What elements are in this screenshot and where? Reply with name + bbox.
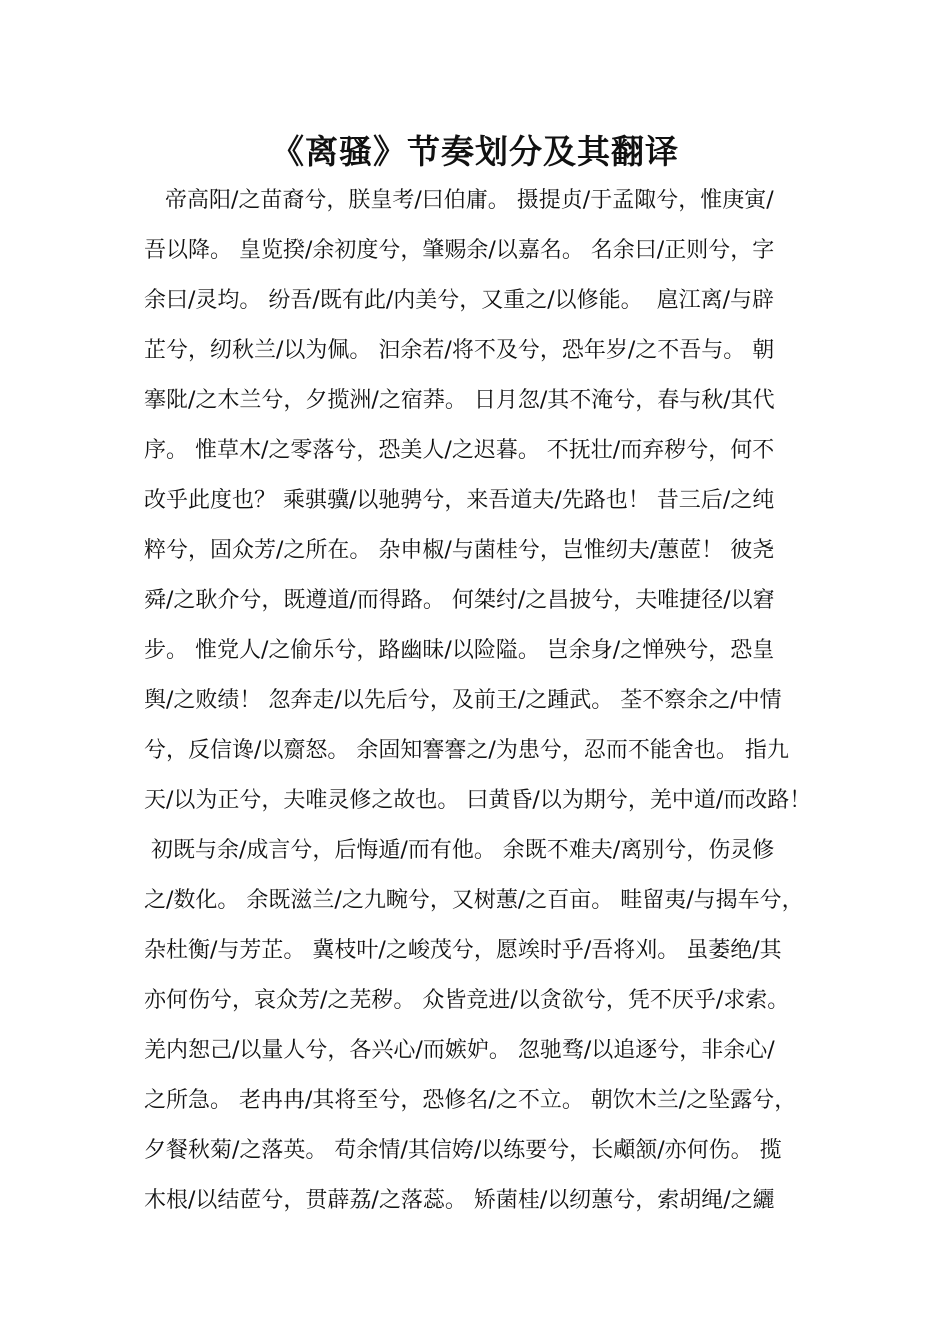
body-line: 羌内恕己/以量人兮，各兴心/而嫉妒。 忽驰骛/以追逐兮，非余心/ bbox=[144, 1038, 775, 1063]
document-title: 《离骚》节奏划分及其翻译 bbox=[271, 132, 679, 171]
body-line: 之/数化。 余既滋兰/之九畹兮，又树蕙/之百亩。 畦留夷/与揭车兮， bbox=[144, 888, 804, 913]
body-line: 之所急。 老冉冉/其将至兮，恐修名/之不立。 朝饮木兰/之坠露兮， bbox=[144, 1088, 797, 1113]
body-line: 舜/之耿介兮，既遵道/而得路。 何桀纣/之昌披兮，夫唯捷径/以窘 bbox=[144, 588, 775, 613]
body-line: 亦何伤兮，哀众芳/之芜秽。 众皆竞进/以贪欲兮，凭不厌乎/求索。 bbox=[144, 988, 790, 1013]
body-line: 芷兮，纫秋兰/以为佩。 汩余若/将不及兮，恐年岁/之不吾与。 朝 bbox=[144, 338, 775, 363]
body-line: 改乎此度也？ 乘骐骥/以驰骋兮，来吾道夫/先路也！ 昔三后/之纯 bbox=[144, 488, 775, 513]
body-line: 夕餐秋菊/之落英。 苟余情/其信姱/以练要兮，长顑颔/亦何伤。 揽 bbox=[144, 1138, 782, 1163]
body-line: 粹兮，固众芳/之所在。 杂申椒/与菌桂兮，岂惟纫夫/蕙茝！ 彼尧 bbox=[144, 538, 775, 563]
body-line: 舆/之败绩！ 忽奔走/以先后兮，及前王/之踵武。 荃不察余之/中情 bbox=[144, 688, 782, 713]
body-line: 吾以降。 皇览揆/余初度兮，肇赐余/以嘉名。 名余曰/正则兮，字 bbox=[144, 238, 775, 263]
body-line: 序。 惟草木/之零落兮，恐美人/之迟暮。 不抚壮/而弃秽兮，何不 bbox=[144, 438, 775, 463]
body-line: 初既与余/成言兮，后悔遁/而有他。 余既不难夫/离别兮，伤灵修 bbox=[144, 838, 775, 863]
body-line: 帝高阳/之苗裔兮，朕皇考/曰伯庸。 摄提贞/于孟陬兮，惟庚寅/ bbox=[144, 188, 774, 213]
body-line: 余曰/灵均。 纷吾/既有此/内美兮，又重之/以修能。 扈江离/与辟 bbox=[144, 288, 775, 313]
body-line: 兮，反信谗/以齌怒。 余固知謇謇之/为患兮，忍而不能舍也。 指九 bbox=[144, 738, 789, 763]
body-line: 杂杜衡/与芳芷。 冀枝叶/之峻茂兮，愿竢时乎/吾将刈。 虽萎绝/其 bbox=[144, 938, 782, 963]
document-body bbox=[144, 182, 834, 1232]
body-line: 天/以为正兮，夫唯灵修之故也。 曰黄昏/以为期兮，羌中道/而改路！ bbox=[144, 788, 812, 813]
body-line: 木根/以结茝兮，贯薜荔/之落蕊。 矫菌桂/以纫蕙兮，索胡绳/之纚 bbox=[144, 1188, 775, 1213]
body-line: 搴阰/之木兰兮，夕揽洲/之宿莽。 日月忽/其不淹兮，春与秋/其代 bbox=[144, 388, 775, 413]
body-line: 步。 惟党人/之偷乐兮，路幽昧/以险隘。 岂余身/之惮殃兮，恐皇 bbox=[144, 638, 775, 663]
